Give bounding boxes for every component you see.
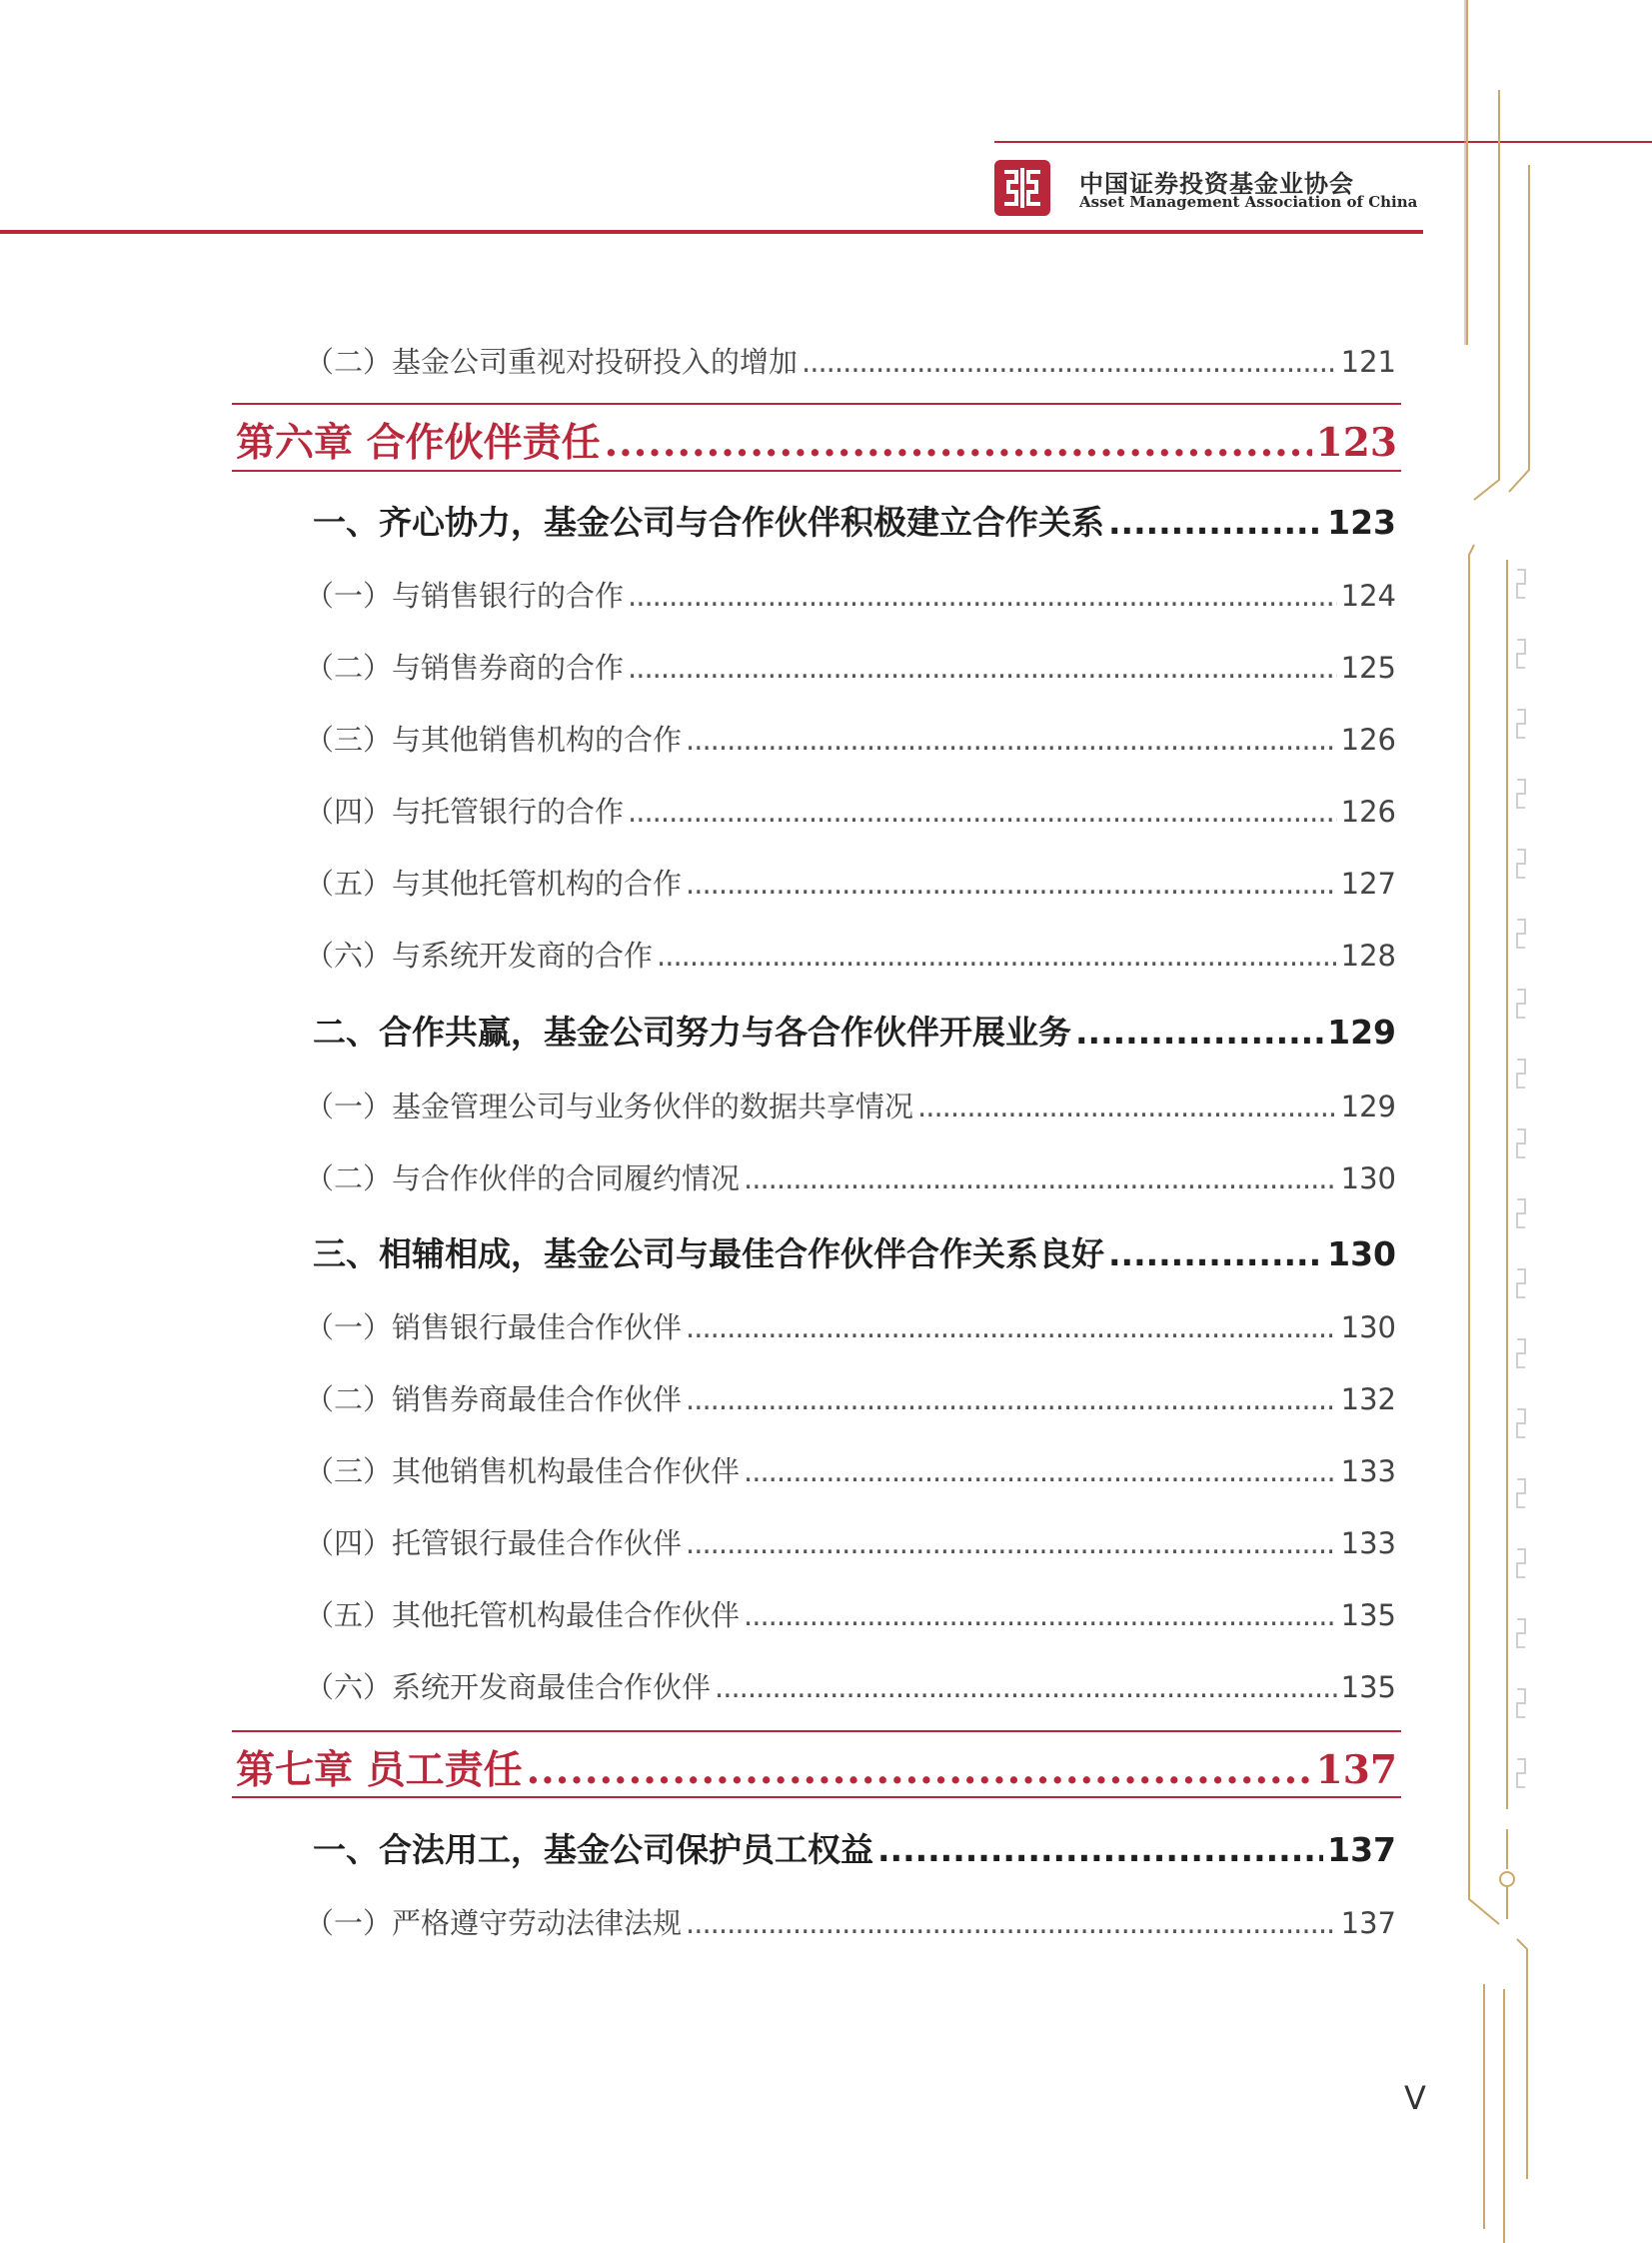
toc-section-page: 137 [1327, 1830, 1396, 1869]
toc-item-page: 126 [1340, 723, 1396, 757]
toc-item[interactable] [305, 718, 1396, 759]
toc-item-page: 130 [1340, 1310, 1396, 1344]
toc-leader [715, 1670, 1337, 1704]
toc-item-label: （一）与销售银行的合作 [305, 579, 625, 613]
page-number: V [1404, 2079, 1426, 2117]
toc-chapter[interactable] [236, 412, 1397, 468]
org-name-en: Asset Management Association of China [1079, 193, 1418, 211]
toc-leader [1075, 1013, 1323, 1052]
toc-item-label: （五）与其他托管机构的合作 [305, 867, 683, 901]
toc-leader [744, 1598, 1337, 1632]
toc-item-page: 135 [1340, 1598, 1396, 1632]
toc-item[interactable] [305, 574, 1396, 615]
toc-item-page: 129 [1340, 1090, 1396, 1123]
toc-leader [686, 1906, 1337, 1940]
toc-chapter-page: 137 [1315, 1747, 1397, 1793]
toc-item-label: （三）与其他销售机构的合作 [305, 723, 683, 757]
chapter-rule-top [232, 1730, 1401, 1732]
toc-item-page: 127 [1340, 867, 1396, 901]
toc-leader [802, 345, 1337, 379]
toc-leader [527, 1747, 1312, 1793]
toc-chapter-page: 123 [1315, 420, 1397, 466]
toc-chapter[interactable] [236, 1739, 1397, 1795]
toc-item-page: 126 [1340, 795, 1396, 829]
toc-item[interactable] [305, 646, 1396, 687]
toc-item[interactable] [305, 1665, 1396, 1706]
toc-leader [686, 1526, 1337, 1560]
toc-item[interactable] [305, 1305, 1396, 1346]
toc-leader [877, 1830, 1323, 1869]
toc-item[interactable] [305, 1593, 1396, 1634]
org-name-cn: 中国证券投资基金业协会 [1079, 169, 1354, 198]
toc-leader [686, 723, 1337, 757]
toc-item-page: 128 [1340, 939, 1396, 973]
toc-item-page: 124 [1340, 579, 1396, 613]
toc-item-label: （二）与合作伙伴的合同履约情况 [305, 1161, 741, 1195]
toc-item[interactable] [305, 1085, 1396, 1125]
toc-item-page: 135 [1340, 1670, 1396, 1704]
toc-item-page: 133 [1340, 1526, 1396, 1560]
toc-item-label: （二）与销售券商的合作 [305, 651, 625, 685]
toc-item[interactable] [305, 1156, 1396, 1197]
toc-leader [1108, 503, 1323, 542]
toc-item-label: （四）托管银行最佳合作伙伴 [305, 1526, 683, 1560]
toc-item[interactable] [305, 340, 1396, 381]
toc-leader [744, 1454, 1337, 1488]
toc-item-label: （四）与托管银行的合作 [305, 795, 625, 829]
toc-item-label: （一）销售银行最佳合作伙伴 [305, 1310, 683, 1344]
toc-section-page: 129 [1327, 1013, 1396, 1052]
toc-section[interactable] [313, 1824, 1396, 1871]
toc-leader [744, 1161, 1337, 1195]
toc-item-label: （一）严格遵守劳动法律法规 [305, 1906, 683, 1940]
toc-item-label: （一）基金管理公司与业务伙伴的数据共享情况 [305, 1090, 914, 1123]
toc-leader [686, 1310, 1337, 1344]
toc-leader [686, 867, 1337, 901]
toc-section[interactable] [313, 497, 1396, 544]
toc-item[interactable] [305, 934, 1396, 975]
chapter-rule-bottom [232, 1796, 1401, 1798]
toc-item-page: 132 [1340, 1382, 1396, 1416]
toc-item[interactable] [305, 862, 1396, 903]
toc-item[interactable] [305, 790, 1396, 831]
toc-item-page: 121 [1340, 345, 1396, 379]
toc-item-label: （六）与系统开发商的合作 [305, 939, 654, 973]
toc-section-label: 一、齐心协力，基金公司与合作伙伴积极建立合作关系 [313, 503, 1104, 542]
chapter-rule-top [232, 403, 1401, 405]
toc-item[interactable] [305, 1377, 1396, 1418]
toc-section-label: 三、相辅相成，基金公司与最佳合作伙伴合作关系良好 [313, 1234, 1104, 1273]
toc-leader [686, 1382, 1337, 1416]
toc-item[interactable] [305, 1449, 1396, 1490]
toc-section-label: 一、合法用工，基金公司保护员工权益 [313, 1830, 873, 1869]
toc-item[interactable] [305, 1521, 1396, 1562]
toc-item-label: （五）其他托管机构最佳合作伙伴 [305, 1598, 741, 1632]
toc-item-label: （三）其他销售机构最佳合作伙伴 [305, 1454, 741, 1488]
toc-section[interactable] [313, 1007, 1396, 1054]
toc-item-label: （二）销售券商最佳合作伙伴 [305, 1382, 683, 1416]
toc-section[interactable] [313, 1228, 1396, 1275]
toc-chapter-label: 第七章 员工责任 [236, 1747, 523, 1793]
toc-leader [628, 651, 1337, 685]
toc-item-page: 130 [1340, 1161, 1396, 1195]
toc-item[interactable] [305, 1901, 1396, 1942]
toc-item-label: （二）基金公司重视对投研投入的增加 [305, 345, 799, 379]
toc-item-label: （六）系统开发商最佳合作伙伴 [305, 1670, 712, 1704]
toc-item-page: 137 [1340, 1906, 1396, 1940]
toc-leader [605, 420, 1312, 466]
toc-leader [628, 579, 1337, 613]
toc-section-label: 二、合作共赢，基金公司努力与各合作伙伴开展业务 [313, 1013, 1071, 1052]
toc-leader [657, 939, 1337, 973]
toc-item-page: 125 [1340, 651, 1396, 685]
toc-leader [628, 795, 1337, 829]
toc-section-page: 123 [1327, 503, 1396, 542]
toc-section-page: 130 [1327, 1234, 1396, 1273]
toc-leader [917, 1090, 1337, 1123]
toc-item-page: 133 [1340, 1454, 1396, 1488]
toc-chapter-label: 第六章 合作伙伴责任 [236, 420, 601, 466]
chapter-rule-bottom [232, 470, 1401, 472]
toc-leader [1108, 1234, 1323, 1273]
